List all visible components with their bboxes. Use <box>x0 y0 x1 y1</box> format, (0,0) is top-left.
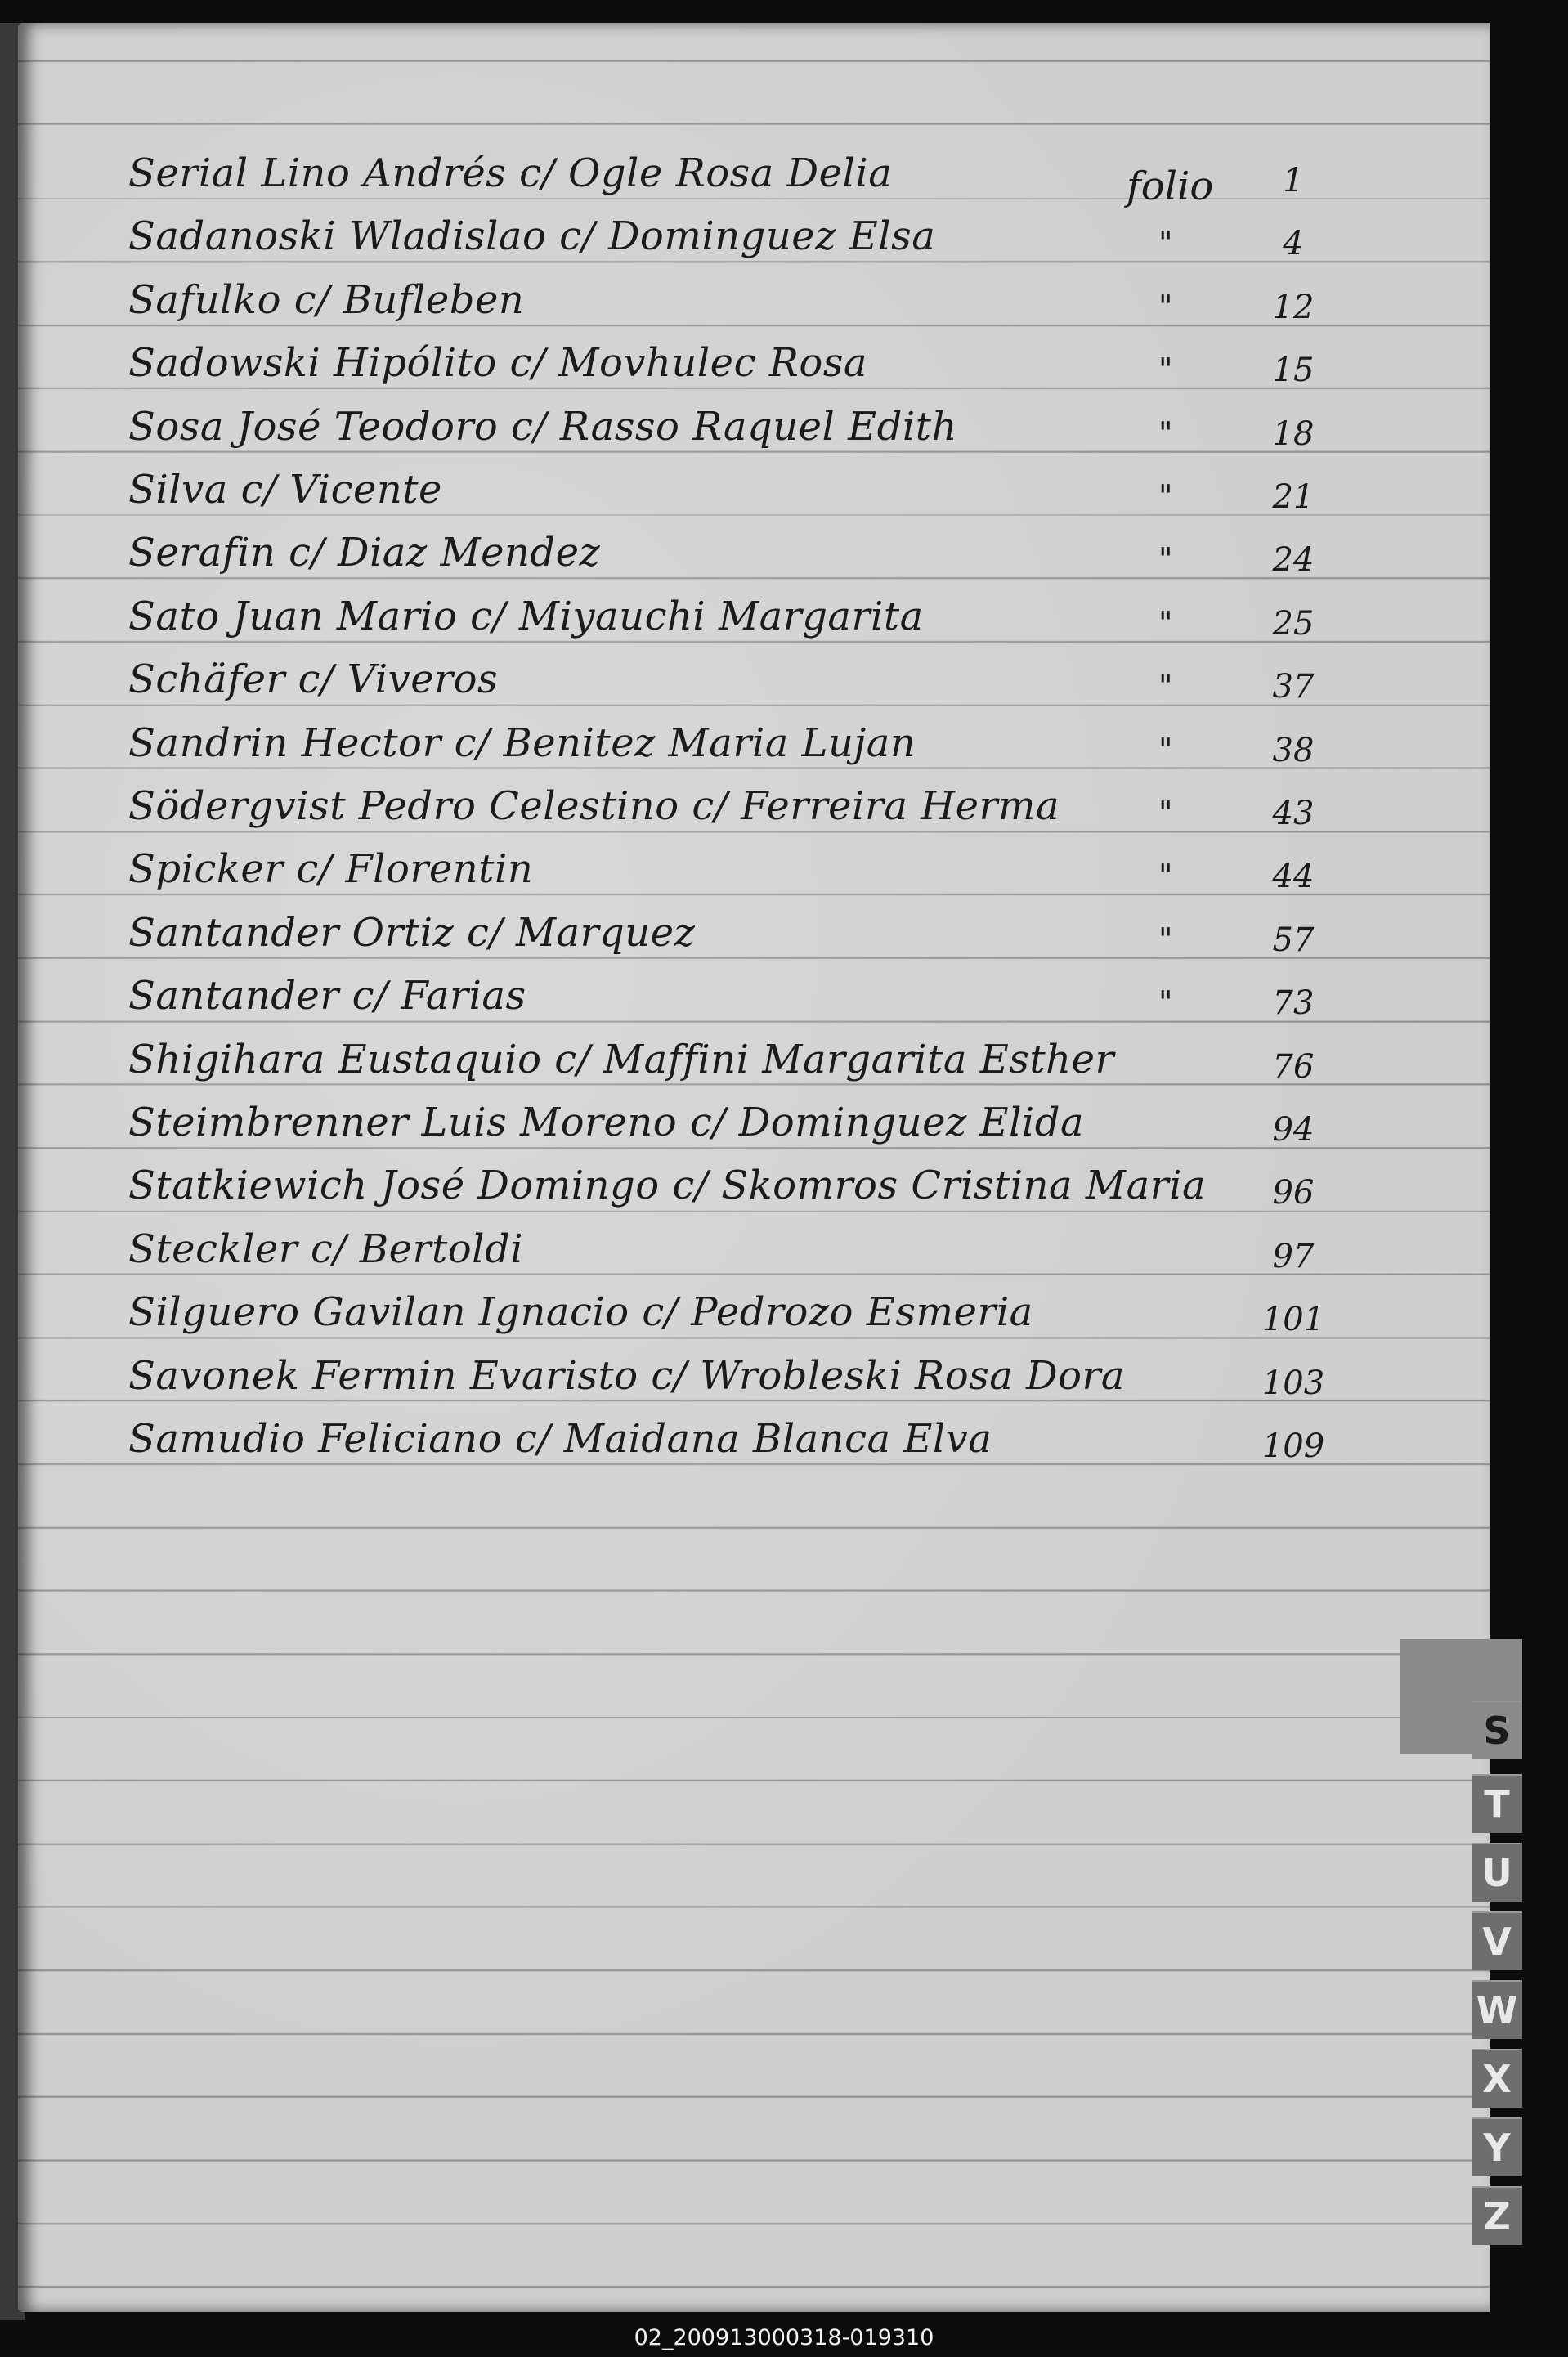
ledger-entry <box>128 971 1346 1028</box>
entry-name: Serial Lino Andrés c/ Ogle Rosa Delia <box>128 150 893 196</box>
folio-header: folio <box>1127 164 1214 209</box>
entry-name: Sandrin Hector c/ Benitez Maria Lujan <box>128 719 916 766</box>
index-tab-strip <box>1400 1639 1522 2318</box>
entry-name: Samudio Feliciano c/ Maidana Blanca Elva <box>128 1416 992 1462</box>
ledger-entry <box>128 276 1346 333</box>
entry-folio-number: 44 <box>1272 858 1315 896</box>
entry-folio-number: 21 <box>1272 478 1315 516</box>
entry-folio-number: 37 <box>1272 668 1315 706</box>
entry-name: Spicker c/ Florentin <box>128 846 534 893</box>
ditto-mark: " <box>1158 668 1173 705</box>
index-tab-w[interactable]: W <box>1472 1980 1522 2039</box>
ditto-mark: " <box>1158 858 1173 894</box>
entry-folio-number: 12 <box>1272 288 1315 326</box>
entry-folio-number: 4 <box>1283 225 1304 263</box>
entry-folio-number: 101 <box>1261 1301 1325 1339</box>
index-tab-x[interactable]: X <box>1472 2049 1522 2108</box>
ditto-mark: " <box>1158 731 1173 768</box>
index-tab-z[interactable]: Z <box>1472 2186 1522 2245</box>
entry-name: Santander c/ Farias <box>128 973 526 1019</box>
entry-folio-number: 73 <box>1272 984 1315 1023</box>
ditto-mark: " <box>1158 984 1173 1021</box>
entry-name: Savonek Fermin Evaristo c/ Wrobleski Rosa Dora <box>128 1352 1126 1399</box>
ledger-entry <box>128 1035 1346 1092</box>
ledger-entry <box>128 1161 1346 1218</box>
ledger-entry <box>128 1414 1346 1472</box>
ledger-entry <box>128 908 1346 966</box>
ledger-entry <box>128 1288 1346 1345</box>
ledger-entry <box>128 1351 1346 1409</box>
entry-name: Serafin c/ Diaz Mendez <box>128 530 601 576</box>
entry-name: Statkiewich José Domingo c/ Skomros Cristina Maria <box>128 1163 1207 1209</box>
entry-folio-number: 1 <box>1283 162 1304 199</box>
entry-name: Silva c/ Vicente <box>128 467 442 513</box>
entry-name: Sadowski Hipólito c/ Movhulec Rosa <box>128 340 868 387</box>
entry-name: Sadanoski Wladislao c/ Dominguez Elsa <box>128 213 936 260</box>
ledger-entry <box>128 1098 1346 1155</box>
entry-name: Sato Juan Mario c/ Miyauchi Margarita <box>128 593 924 639</box>
index-tab-s-label: S <box>1472 1701 1522 1759</box>
entry-folio-number: 38 <box>1272 731 1315 769</box>
entry-name: Santander Ortiz c/ Marquez <box>128 909 696 956</box>
ledger-entry <box>128 338 1346 396</box>
entry-folio-number: 109 <box>1261 1427 1325 1465</box>
ditto-mark: " <box>1158 604 1173 641</box>
image-caption: 02_200913000318-019310 <box>634 2325 934 2350</box>
entry-folio-number: 15 <box>1272 352 1315 390</box>
ditto-mark: " <box>1158 414 1173 451</box>
entry-folio-number: 103 <box>1261 1364 1325 1402</box>
ditto-mark: " <box>1158 921 1173 957</box>
entry-folio-number: 57 <box>1272 921 1315 959</box>
ledger-entry <box>128 465 1346 522</box>
ditto-mark: " <box>1158 795 1173 831</box>
index-tab-v[interactable]: V <box>1472 1911 1522 1970</box>
ledger-page <box>18 23 1490 2312</box>
entry-name: Sosa José Teodoro c/ Rasso Raquel Edith <box>128 403 957 450</box>
ledger-entry <box>128 655 1346 712</box>
entry-name: Steimbrenner Luis Moreno c/ Dominguez Elida <box>128 1100 1085 1145</box>
entry-folio-number: 18 <box>1272 414 1315 453</box>
index-tab-u[interactable]: U <box>1472 1843 1522 1902</box>
entry-folio-number: 25 <box>1272 604 1315 643</box>
ditto-mark: " <box>1158 352 1173 388</box>
entry-folio-number: 24 <box>1272 541 1315 580</box>
ditto-mark: " <box>1158 541 1173 578</box>
entry-folio-number: 94 <box>1272 1111 1315 1149</box>
ledger-entry <box>128 782 1346 839</box>
index-tab-t[interactable]: T <box>1472 1774 1522 1833</box>
entry-name: Shigihara Eustaquio c/ Maffini Margarita Esther <box>128 1036 1114 1082</box>
entry-folio-number: 76 <box>1272 1047 1315 1086</box>
ledger-entry <box>128 528 1346 585</box>
ditto-mark: " <box>1158 225 1173 262</box>
ledger-entry <box>128 719 1346 776</box>
ledger-entry <box>128 845 1346 902</box>
ledger-entry <box>128 1225 1346 1282</box>
ditto-mark: " <box>1158 288 1173 325</box>
entry-name: Schäfer c/ Viveros <box>128 656 499 703</box>
entry-folio-number: 43 <box>1272 795 1315 832</box>
entry-name: Södergvist Pedro Celestino c/ Ferreira Herma <box>128 783 1060 829</box>
ditto-mark: " <box>1158 478 1173 514</box>
entry-name: Safulko c/ Bufleben <box>128 276 525 323</box>
entry-name: Silguero Gavilan Ignacio c/ Pedrozo Esmeria <box>128 1289 1033 1336</box>
entry-folio-number: 96 <box>1272 1174 1315 1212</box>
index-tab-y[interactable]: Y <box>1472 2117 1522 2176</box>
ledger-entry <box>128 592 1346 649</box>
entry-folio-number: 97 <box>1272 1237 1315 1275</box>
entry-name: Steckler c/ Bertoldi <box>128 1226 524 1272</box>
ledger-entry <box>128 402 1346 459</box>
ledger-entry <box>128 212 1346 269</box>
